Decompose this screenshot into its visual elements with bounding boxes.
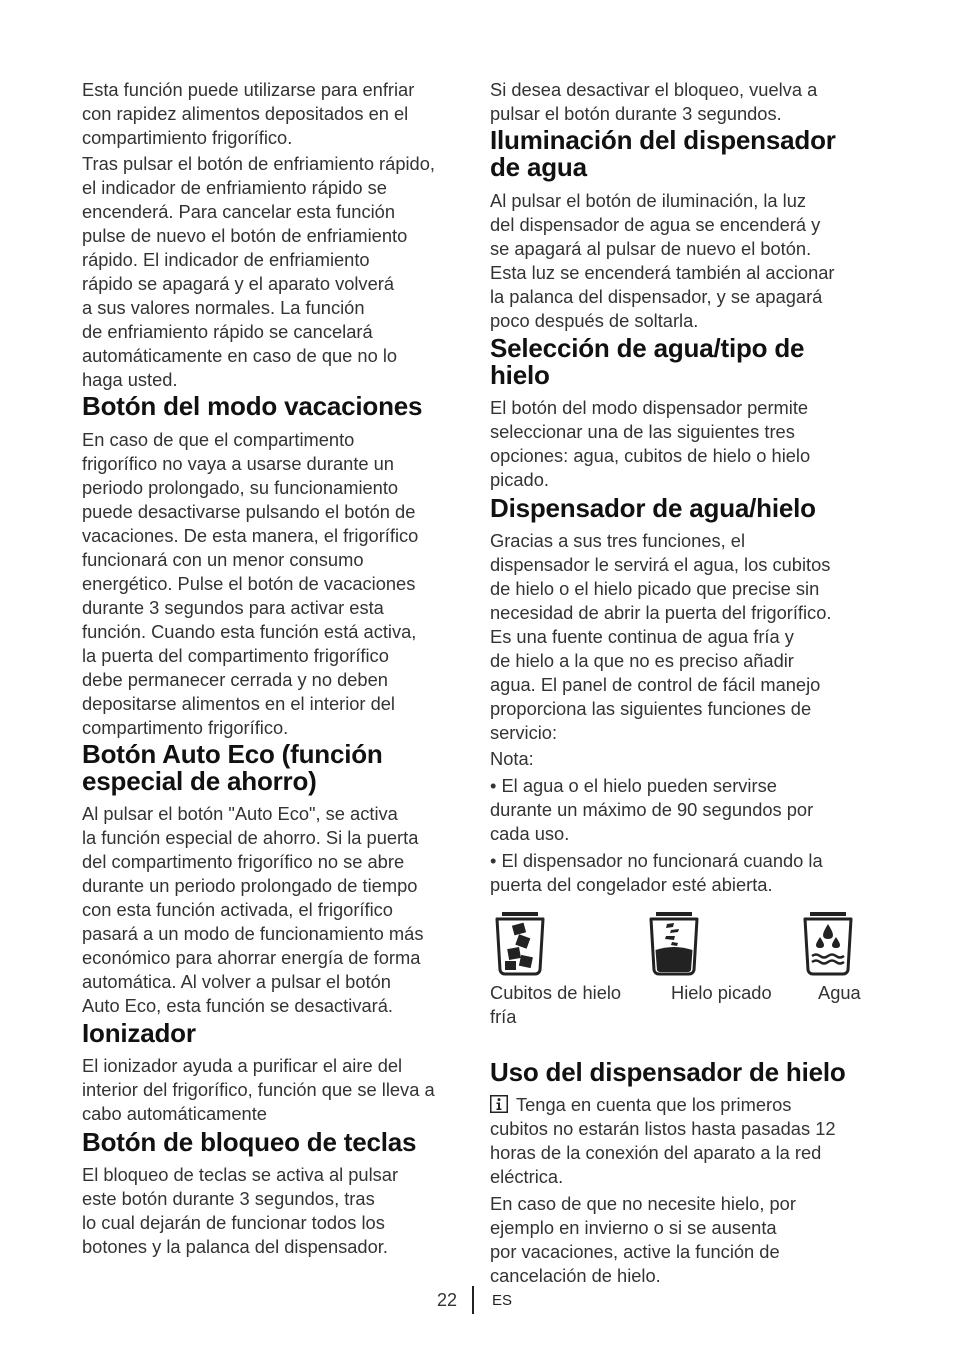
page-number: 22 [437,1290,458,1310]
paragraph-unlock: Si desea desactivar el bloqueo, vuelva a pulsar el botón durante 3 segundos. [490,79,818,124]
paragraph-ice-cancel: En caso de que no necesite hielo, por ejemplo en invierno o si se ausenta por vacaciones, active la función de cancelación de hielo. [490,1193,796,1286]
crushed-ice-icon [646,910,702,976]
note-label: Nota: [490,748,534,769]
paragraph-quick-cool: Tras pulsar el botón de enfriamiento rápido, el indicador de enfriamiento rápido se encenderá. Para cancelar esta función pulse de nuevo el botón de enfriamiento rápido. El indicador de enfriamiento rápido se apagará y el aparato volverá a sus valores normales. La función de enfriamiento rápido se cancelará automáticamente en caso de que no lo haga usted. [82,153,435,390]
paragraph-water-ice-selection: El botón del modo dispensador permite seleccionar una de las siguientes tres opciones: agua, cubitos de hielo o hielo picado. [490,397,811,490]
heading-water-ice-selection: Selección de agua/tipo de hielo [490,333,805,390]
paragraph-water-ice-dispenser: Gracias a sus tres funciones, el dispensador le servirá el agua, los cubitos de hielo o el hielo picado que precise sin necesidad de abrir la puerta del frigorífico. Es una fuente continua de agua fría y de hielo a la que no es preciso añadir agua. El panel de control de fácil manejo proporciona las siguientes funciones de servicio: [490,530,832,743]
paragraph-ice-dispenser-use: Tenga en cuenta que los primeros cubitos no estarán listos hasta pasadas 12 horas de la conexión del aparato a la red eléctrica. [490,1094,836,1187]
paragraph-ionizer: El ionizador ayuda a purificar el aire del interior del frigorífico, función que se lleva a cabo automáticamente [82,1055,435,1124]
caption-ice-cubes: Cubitos de hielo fría [490,982,622,1027]
paragraph-dispenser-light: Al pulsar el botón de iluminación, la luz del dispensador de agua se encenderá y se apagará al pulsar de nuevo el botón. Esta luz se encenderá también al accionar la palanca del dispensador, y se apagará poco después de soltarla. [490,190,835,331]
bullet-max-time: • El agua o el hielo pueden servirse durante un máximo de 90 segundos por cada uso. [490,775,814,844]
dispenser-mode-icons [490,910,870,980]
heading-water-ice-dispenser: Dispensador de agua/hielo [490,493,816,523]
bullet-door-open: • El dispensador no funcionará cuando la puerta del congelador esté abierta. [490,850,823,895]
heading-ionizer: Ionizador [82,1018,196,1048]
caption-crushed-ice: Hielo picado [671,982,772,1003]
heading-key-lock: Botón de bloqueo de teclas [82,1127,417,1157]
caption-water: Agua [818,982,861,1003]
ice-cubes-icon [492,910,548,976]
heading-vacation-mode: Botón del modo vacaciones [82,391,423,421]
heading-auto-eco: Botón Auto Eco (función especial de ahorro) [82,739,383,796]
heading-ice-dispenser-use: Uso del dispensador de hielo [490,1057,846,1087]
paragraph-quick-cool-intro: Esta función puede utilizarse para enfriar con rapidez alimentos depositados en el compartimiento frigorífico. [82,79,415,148]
heading-dispenser-light: Iluminación del dispensador de agua [490,125,836,182]
water-icon [800,910,856,976]
footer-divider [472,1286,474,1314]
paragraph-auto-eco: Al pulsar el botón "Auto Eco", se activa la función especial de ahorro. Si la puerta del compartimento frigorífico no se abre durante un periodo prolongado de tiempo con esta función activada, el frigorífico pasará a un modo de funcionamiento más económico para ahorrar energía de forma automática. Al volver a pulsar el botón Auto Eco, esta función se desactivará. [82,803,424,1016]
paragraph-key-lock: El bloqueo de teclas se activa al pulsar este botón durante 3 segundos, tras lo cual dejarán de funcionar todos los botones y la palanca del dispensador. [82,1164,399,1257]
language-code: ES [492,1292,513,1309]
info-icon [490,1095,508,1113]
paragraph-vacation-mode: En caso de que el compartimento frigorífico no vaya a usarse durante un periodo prolongado, su funcionamiento puede desactivarse pulsando el botón de vacaciones. De esta manera, el frigorífico funcionará con un menor consumo energético. Pulse el botón de vacaciones durante 3 segundos para activar esta función. Cuando esta función está activa, la puerta del compartimento frigorífico debe permanecer cerrada y no deben depositarse alimentos en el interior del compartimento frigorífico. [82,429,419,738]
